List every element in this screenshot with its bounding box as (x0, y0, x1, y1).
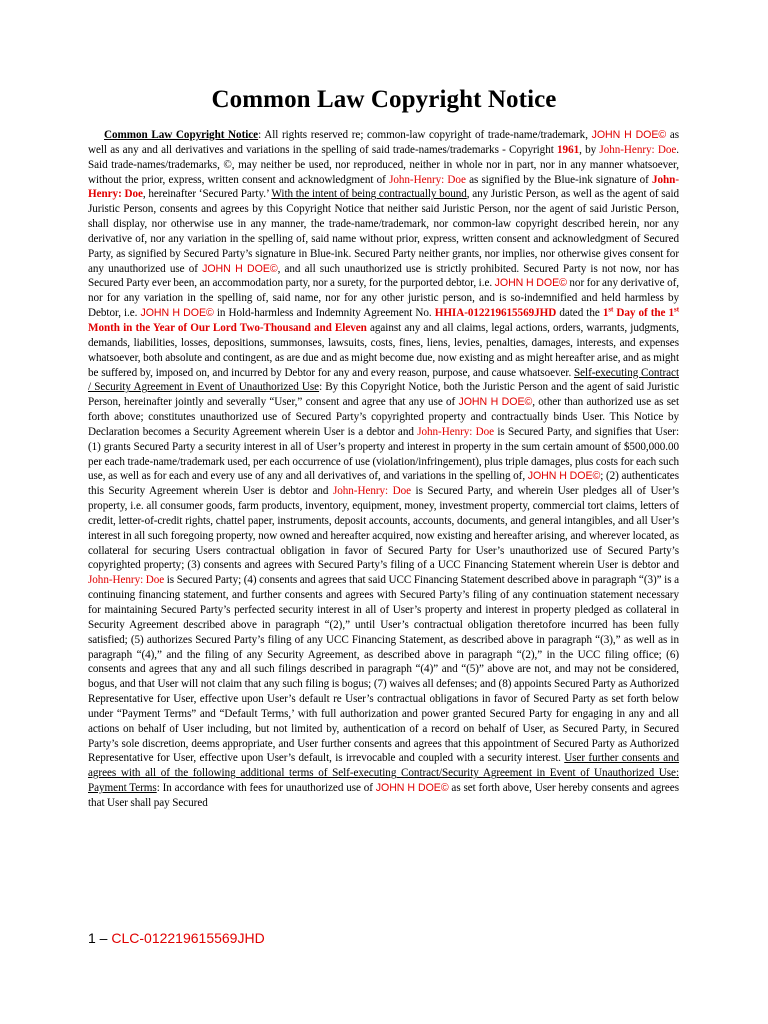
text-segment: dated the (556, 307, 603, 320)
text-segment: John-Henry: Doe (88, 574, 165, 587)
text-segment: John-Henry: Doe (88, 173, 679, 201)
text-segment: as set forth above, User hereby consents and agrees that User shall pay Secured (88, 782, 679, 809)
text-segment: John-Henry: Doe (389, 173, 466, 186)
text-segment: User further consents and agrees with all of the following additional terms of Self-executing Contract/Security Agreement in Event of Unauthorized Use: (88, 752, 680, 780)
text-segment: is Secured Party, and signifies that User: (1) grants Secured Party a security interest in all of User’s property and interest in property in the sum certain amount of $500,000.00 per each trade-name/trademark used, per each occurrence of use (violation/infringement), plus triple damages, plus costs for each such use, as well as for each and every use of any and all derivatives of, and variations in the spelling of, (88, 425, 679, 483)
text-segment: , by (579, 143, 600, 156)
notice-body (88, 128, 679, 811)
text-segment: JOHN H DOE© (591, 129, 667, 141)
text-segment: : In accordance with fees for unauthorized use of (156, 782, 376, 795)
text-segment: Common Law Copyright Notice (104, 129, 259, 141)
text-segment: in Hold-harmless and Indemnity Agreement No. (213, 307, 435, 320)
text-segment: is Secured Party; (4) consents and agrees that said UCC Financing Statement described above in paragraph “(3)” is a continuing financing statement, and further consents and agrees with Secured Party’s filing of any continuation statement necessary for maintaining Secured Party’s perfected security interest in all of User’s property and interest in property pledged as collateral in Security Agreement described above in paragraph “(2),” until User’s contractual obligation theretofore incurred has been fully satisfied; (5) authorizes Secured Party’s filing of any UCC Financing Statement, as described above in paragraph “(3),” as well as in paragraph “(4),” and the filing of any Security Agreement, as described above in paragraph “(2),” in the UCC filing office; (6) consents and agrees that any and all such filings described in paragraph “(4)” and “(5)” above are not, and may not be considered, bogus, and that User will not claim that any such filing is bogus; (7) waives all defenses; and (8) appoints Secured Party as Authorized Representative for User, effective upon User’s default re User’s contractual obligations in favor of Secured Party as set forth below under “Payment Terms” and “Default Terms,’ with full authorization and power granted Secured Party for engaging in any and all actions on behalf of User including, but not limited by, authentication of a record on behalf of User, as Secured Party, in Secured Party’s sole discretion, deems appropriate, and User further consents and agrees that this appointment of Secured Party as Authorized Representative for User, effective upon User’s default, is irrevocable and coupled with a security interest. (88, 574, 679, 765)
text-segment: , hereinafter ‘Secured Party.’ (142, 188, 272, 201)
text-segment: : By this Copyright Notice, both the Juristic Person and the agent of said Juristic Person, hereinafter jointly and severally “User,” consent and agree that any use of (88, 381, 679, 409)
text-segment: JOHN H DOE© (140, 307, 214, 320)
text-segment: John-Henry: Doe (417, 425, 495, 438)
text-segment: nor for any derivative of, nor for any variation in the spelling of, said name, nor for any other juristic person, and is so-indemnified and held harmless by Debtor, i.e. (88, 277, 680, 320)
text-segment: John-Henry: Doe (332, 485, 412, 498)
page-footer (88, 930, 265, 946)
text-segment: , other than authorized use as set forth above; constitutes unauthorized use of Secured Party’s copyrighted property and contractually binds User. This Notice by Declaration becomes a Security Agreement wherein User is a debtor and (88, 396, 679, 438)
text-segment: , any Juristic Person, as well as the agent of said Juristic Person, consents and agrees by this Copyright Notice that neither said Juristic Person, nor the agent of said Juristic Person, shall display, nor otherwise use in any manner, the trade-name/trademark, nor common-law copyright described herein, nor any derivative of, nor any variation in the spelling of, said name without prior, express, written consent and acknowledgment of Secured Party, as signified by Secured Party’s signature in Blue-ink. Secured Party neither grants, nor implies, nor otherwise gives consent for any unauthorized use of (88, 188, 680, 275)
text-segment: is Secured Party, and wherein User pledges all of User’s property, i.e. all consumer goods, farm products, inventory, equipment, money, investment property, commercial tort claims, letters of credit, letter-of-credit rights, chattel paper, instruments, deposit accounts, accounts, documents, and general intangibles, and all User’s interest in all such foregoing property, now owned and hereafter acquired, now existing and hereafter arising, and wherever located, as collateral for securing Users contractual obligation in favor of Secured Party for User’s unauthorized use of Secured Party’s copyrighted property; (3) consents and agrees with Secured Party’s filing of a UCC Financing Statement wherein User is debtor and (88, 485, 680, 572)
footer-code: CLC-012219615569JHD (111, 930, 265, 946)
text-segment: against any and all claims, legal actions, orders, warrants, judgments, demands, liabilities, losses, depositions, summonses, lawsuits, costs, fines, liens, levies, penalties, damages, interests, and expenses whatsoever, both absolute and contingent, as are due and as might become due, now existing and as might hereafter arise, and as might be suffered by, imposed on, and incurred by Debtor for any and every reason, purpose, and cause whatsoever. (88, 321, 679, 379)
text-segment: 1961 (557, 143, 580, 156)
text-segment: as signified by the Blue-ink signature of (465, 173, 652, 186)
text-segment: , and all such unauthorized use is strictly prohibited. Secured Party is not now, nor has Secured Party ever been, an accommodation party, nor a surety, for the purported debtor, i.e. (88, 262, 680, 290)
text-segment: JOHN H DOE© (375, 782, 449, 795)
text-segment: JOHN H DOE© (527, 470, 601, 483)
text-segment: : All rights reserved re; common-law copyright of trade-name/trademark, (258, 129, 592, 141)
footer-page-number: 1 – (88, 930, 108, 946)
text-segment: John-Henry: Doe (599, 143, 677, 156)
text-segment: 1st Day of the 1st Month in the Year of Our Lord Two-Thousand and Eleven (88, 305, 680, 334)
text-segment: JOHN H DOE© (494, 277, 567, 290)
text-segment: as well as any and all derivatives and variations in the spelling of said trade-names/trademarks - Copyright (88, 129, 679, 156)
text-segment: Payment Terms (88, 782, 157, 795)
text-segment: JOHN H DOE© (202, 262, 278, 275)
text-segment: ; (2) authenticates this Security Agreement wherein User is debtor and (88, 470, 679, 498)
text-segment: With the intent of being contractually bound (271, 188, 467, 201)
text-segment: . Said trade-names/trademarks, ©, may neither be used, nor reproduced, neither in whole nor in part, nor in any manner whatsoever, without the prior, express, written consent and acknowledgment of (88, 143, 679, 186)
document-title: Common Law Copyright Notice (211, 86, 557, 113)
text-segment: Self-executing Contract / Security Agreement in Event of Unauthorized Use (88, 366, 679, 394)
text-segment: JOHN H DOE© (458, 396, 533, 409)
text-segment: HHIA-012219615569JHD (434, 307, 557, 320)
